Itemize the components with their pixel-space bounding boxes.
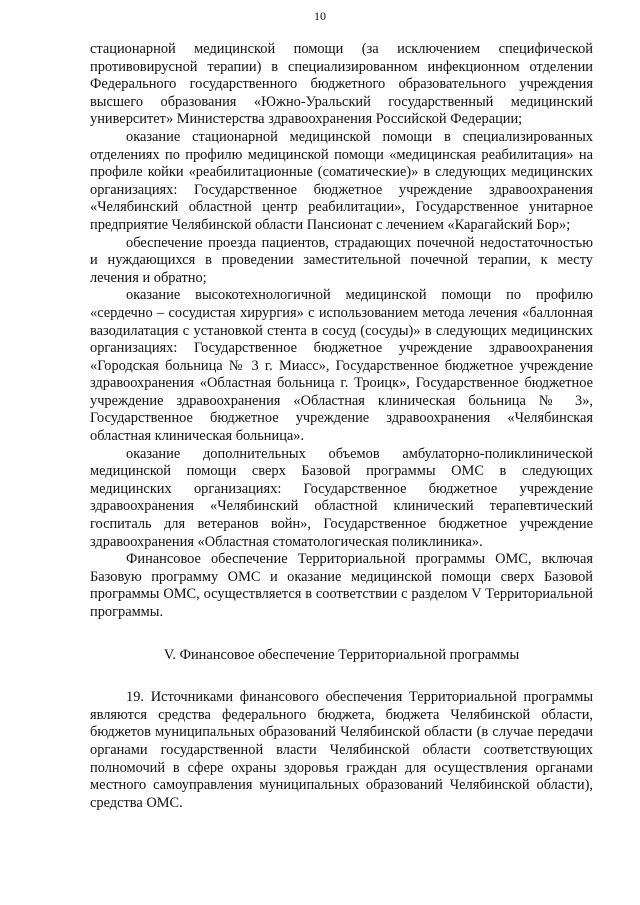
paragraph-transport: обеспечение проезда пациентов, страдающих почечной недостаточностью и нуждающихся в проведении заместительной почечной терапии, к месту лечения и обратно; xyxy=(90,234,593,286)
paragraph-section-19: 19. Источниками финансового обеспечения Территориальной программы являются средства федерального бюджета, бюджета Челябинской области, бюджетов муниципальных образований Челябинской области (в случае передачи органами государственной власти Челябинской области соответствующих полномочий в сфере охраны здоровья граждан для осуществления органами местного самоуправления муниципальных образований Челябинской области), средства ОМС. xyxy=(90,689,593,811)
paragraph-rehabilitation: оказание стационарной медицинской помощи в специализированных отделениях по профилю медицинской помощи «медицинская реабилитация» на профиле койки «реабилитационные (соматические)» в следующих медицинских организациях: Государственное бюджетное учреждение здравоохранения «Челябинский областной центр реабилитации», Государственное унитарное предприятие Челябинской области Пансионат с лечением «Карагайский Бор»; xyxy=(90,128,593,233)
section-heading: V. Финансовое обеспечение Территориальной программы xyxy=(163,646,520,663)
paragraph-outpatient-care: оказание дополнительных объемов амбулаторно-поликлинической медицинской помощи сверх Базовой программы ОМС в следующих медицинских организациях: Государственное бюджетное учреждение здравоохранения «Челябинский областной клинический терапевтический госпиталь для ветеранов войн», Государственное бюджетное учреждение здравоохранения «Областная стоматологическая поликлиника». xyxy=(90,445,593,550)
paragraph-financing: Финансовое обеспечение Территориальной программы ОМС, включая Базовую программу ОМС и оказание медицинской помощи сверх Базовой программы ОМС, осуществляется в соответствии с разделом V Территориальной программы. xyxy=(90,551,593,620)
page-number: 10 xyxy=(314,9,326,23)
paragraph-high-tech-care: оказание высокотехнологичной медицинской помощи по профилю «сердечно – сосудистая хирургия» с использованием метода лечения «баллонная вазодилатация с установкой стента в сосуд (сосуды)» в следующих медицинских организациях: Государственное бюджетное учреждение здравоохранения «Городская больница № 3 г. Миасс», Государственное бюджетное учреждение здравоохранения «Областная больница г. Троицк», Государственное бюджетное учреждение здравоохранения «Областная клиническая больница № 3», Государственное бюджетное учреждение здравоохранения «Челябинская областная клиническая больница». xyxy=(90,287,593,445)
paragraph-continuation: стационарной медицинской помощи (за исключением специфической противовирусной терапии) в специализированном инфекционном отделении Федерального государственного бюджетного образовательного учреждения высшего образования «Южно-Уральский государственный медицинский университет» Министерства здравоохранения Российской Федерации; xyxy=(90,41,593,128)
document-body xyxy=(90,41,593,812)
